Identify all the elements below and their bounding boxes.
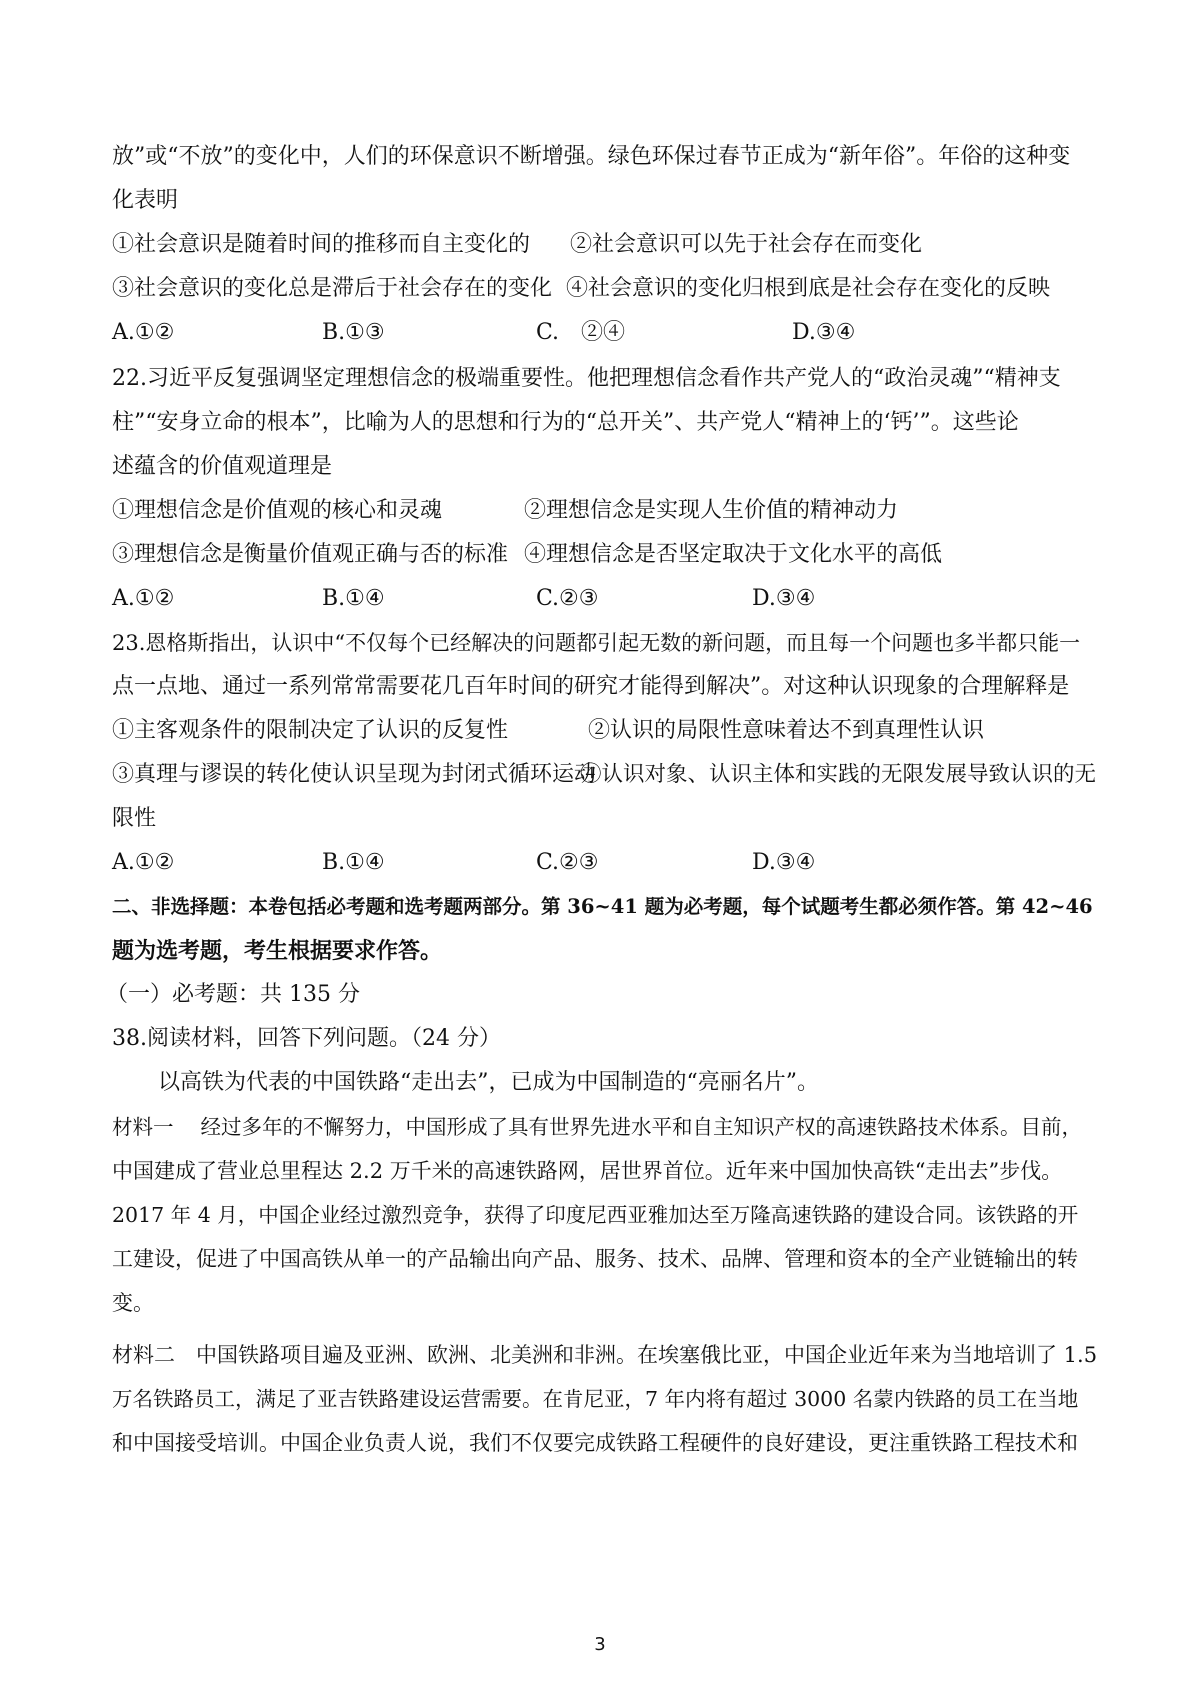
q23-statement-4-cont: 限性 — [112, 806, 157, 831]
q38-intro: 以高铁为代表的中国铁路“走出去”，已成为中国制造的“亮丽名片”。 — [158, 1070, 819, 1095]
q23-option-b: B.①④ — [322, 850, 385, 875]
q21-option-c: C. ②④ — [536, 320, 626, 345]
q38-title: 38.阅读材料，回答下列问题。（24 分） — [112, 1026, 501, 1051]
q23-option-a: A.①② — [112, 850, 175, 875]
q22-stem-line-3: 述蕴含的价值观道理是 — [112, 454, 333, 479]
q22-option-c: C.②③ — [536, 586, 599, 611]
q38-material2-line-2: 万名铁路员工，满足了亚吉铁路建设运营需要。在肯尼亚，7 年内将有超过 3000 名蒙内铁路的员工在当地 — [112, 1387, 1079, 1411]
q21-statement-2: ②社会意识可以先于社会存在而变化 — [570, 232, 923, 257]
q23-statement-4: ④认识对象、认识主体和实践的无限发展导致认识的无 — [580, 762, 1097, 787]
q38-material1-line-2: 中国建成了营业总里程达 2.2 万千米的高速铁路网，居世界首位。近年来中国加快高铁“走出去”步伐。 — [112, 1159, 1063, 1183]
q38-material2-line-1: 材料二 中国铁路项目遍及亚洲、欧洲、北美洲和非洲。在埃塞俄比亚，中国企业近年来为当地培训了 1.5 — [112, 1343, 1098, 1367]
q21-stem-line-2: 化表明 — [112, 188, 179, 213]
q22-option-d: D.③④ — [752, 586, 816, 611]
q38-material1-line-5: 变。 — [112, 1291, 154, 1315]
q22-statement-1: ①理想信念是价值观的核心和灵魂 — [112, 498, 443, 523]
q21-option-a: A.①② — [112, 320, 175, 345]
section2-heading-line-1: 二、非选择题：本卷包括必考题和选考题两部分。第 36~41 题为必考题，每个试题考生都必须作答。第 42~46 — [112, 895, 1093, 918]
q22-option-b: B.①④ — [322, 586, 385, 611]
q38-material1-line-1: 材料一 经过多年的不懈努力，中国形成了具有世界先进水平和自主知识产权的高速铁路技术体系。目前， — [112, 1115, 1083, 1139]
q23-statement-2: ②认识的局限性意味着达不到真理性认识 — [588, 718, 985, 743]
q23-option-c: C.②③ — [536, 850, 599, 875]
q23-stem-line-2: 点一点地、通过一系列常常需要花几百年时间的研究才能得到解决”。对这种认识现象的合理解释是 — [112, 674, 1070, 699]
q22-stem-line-1: 22.习近平反复强调坚定理想信念的极端重要性。他把理想信念看作共产党人的“政治灵魂”“精神支 — [112, 366, 1061, 391]
page-number: 3 — [594, 1634, 606, 1655]
q21-statement-1: ①社会意识是随着时间的推移而自主变化的 — [112, 232, 531, 257]
q21-statement-4: ④社会意识的变化归根到底是社会存在变化的反映 — [566, 276, 1051, 301]
q22-stem-line-2: 柱”“安身立命的根本”，比喻为人的思想和行为的“总开关”、共产党人“精神上的‘钙’”。这些论 — [112, 410, 1019, 435]
q23-stem-line-1: 23.恩格斯指出，认识中“不仅每个已经解决的问题都引起无数的新问题，而且每一个问题也多半都只能一 — [112, 631, 1081, 655]
q22-statement-2: ②理想信念是实现人生价值的精神动力 — [524, 498, 899, 523]
q23-option-d: D.③④ — [752, 850, 816, 875]
q38-material1-line-4: 工建设，促进了中国高铁从单一的产品输出向产品、服务、技术、品牌、管理和资本的全产业链输出的转 — [112, 1247, 1078, 1271]
section2-heading-line-2: 题为选考题，考生根据要求作答。 — [112, 938, 443, 964]
q38-material2-line-3: 和中国接受培训。中国企业负责人说，我们不仅要完成铁路工程硬件的良好建设，更注重铁路工程技术和 — [112, 1431, 1078, 1455]
q22-option-a: A.①② — [112, 586, 175, 611]
q21-stem-line-1: 放”或“不放”的变化中，人们的环保意识不断增强。绿色环保过春节正成为“新年俗”。年俗的这种变 — [112, 144, 1071, 169]
q23-statement-1: ①主客观条件的限制决定了认识的反复性 — [112, 718, 509, 743]
q23-statement-3: ③真理与谬误的转化使认识呈现为封闭式循环运动 — [112, 762, 597, 787]
q21-statement-3: ③社会意识的变化总是滞后于社会存在的变化 — [112, 276, 553, 301]
q22-statement-3: ③理想信念是衡量价值观正确与否的标准 — [112, 542, 509, 567]
q22-statement-4: ④理想信念是否坚定取决于文化水平的高低 — [524, 542, 943, 567]
q38-material1-line-3: 2017 年 4 月，中国企业经过激烈竞争，获得了印度尼西亚雅加达至万隆高速铁路的建设合同。该铁路的开 — [112, 1203, 1079, 1227]
q21-option-b: B.①③ — [322, 320, 385, 345]
section2-sub-heading: （一）必考题：共 135 分 — [106, 982, 360, 1007]
q21-option-d: D.③④ — [792, 320, 856, 345]
